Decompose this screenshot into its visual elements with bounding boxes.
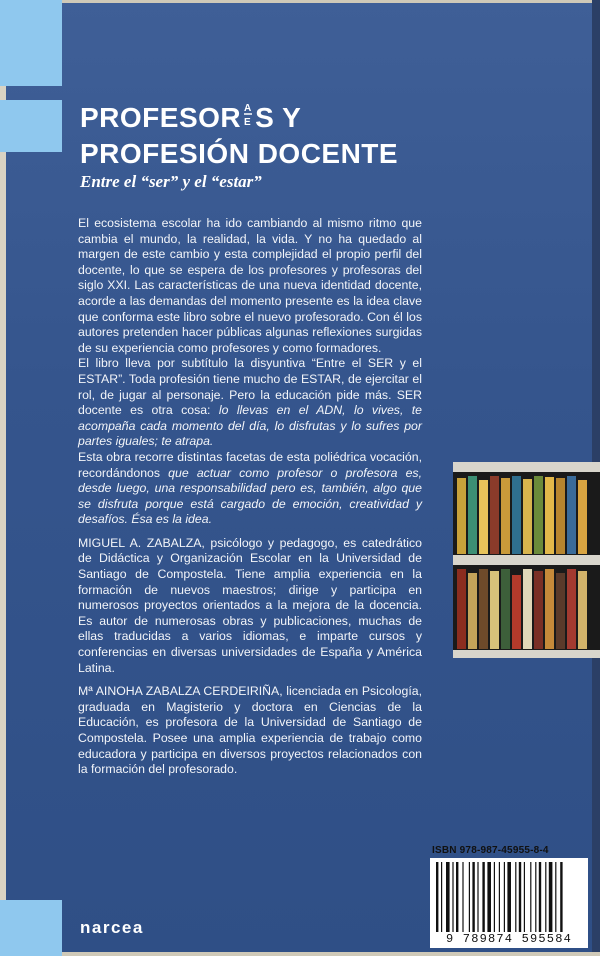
author-bio: MIGUEL A. ZABALZA, psicólogo y pedagogo, es catedrático de Didáctica y Organización Escolar en la Universidad de Santiago de Compostela. Tiene amplia experiencia en la formación de nuevos maestros; dirige y participa en numerosos proyectos orientados a la mejora de la docencia. Es autor de numerosas obras y publicaciones, muchas de ellas traducidas a varios idiomas, e imparte cursos y conferencias en diversas universidades de España y América Latina. [78, 535, 422, 675]
book-row [457, 567, 587, 649]
book-subtitle: Entre el “ser” y el “estar” [80, 172, 262, 191]
paper-edge-top [0, 0, 600, 3]
shelf-board [453, 650, 600, 658]
title-word: S Y [255, 102, 302, 133]
author-bio: Mª AINOHA ZABALZA CERDEIRIÑA, licenciada en Psicología, graduada en Magisterio y doctora en Ciencias de la Educación, es profesora de la Universidad de Santiago de Compostela. Posee una amplia experiencia de trabajo como educadora y participa en diversos proyectos relacionados con la formación del profesorado. [78, 684, 422, 777]
title-word: PROFESOR [80, 102, 242, 133]
svg-text:A: A [244, 103, 252, 114]
blurb-italic: lo llevas en el ADN, lo vives, te acompaña cada momento del día, lo disfrutas y lo sufres por partes iguales; te atrapa. [78, 403, 423, 449]
svg-text:E: E [244, 117, 252, 128]
blurb-text: Esta obra recorre distintas facetas de esta poliédrica vocación, recordándonos [78, 449, 422, 480]
blurb-italic: que actuar como profesor o profesora es, desde luego, una responsabilidad pero es, también, algo que se disfruta porque está cargado de emoción, creatividad y desafíos. Ésa es la idea. [78, 465, 422, 527]
decorative-square [0, 900, 62, 956]
barcode-icon [430, 858, 588, 934]
book-row [457, 474, 587, 554]
book-title [80, 100, 398, 172]
decorative-square [0, 100, 62, 152]
publisher-logo: narcea [80, 918, 144, 937]
blurb-text: El libro lleva por subtítulo la disyuntiva “Entre el SER y el ESTAR”. Toda profesión tiene mucho de ESTAR, de ejercitar el rol, de jugar al personaje. Pero la educación pide más. SER docente es otra cosa: [78, 356, 422, 418]
blurb-paragraph [78, 450, 422, 528]
barcode-digits: 9 789874 595584 [432, 932, 586, 946]
shelf-board [453, 462, 600, 472]
blurb [78, 216, 422, 778]
title-line-2: PROFESIÓN DOCENTE [80, 138, 399, 169]
shelf-board [453, 555, 600, 565]
barcode [430, 858, 588, 948]
paper-edge-bottom [0, 952, 600, 956]
isbn-label: ISBN 978-987-45955-8-4 [432, 845, 549, 856]
blurb-paragraph [78, 356, 422, 450]
decorative-square [0, 0, 62, 86]
a-e-ligature-icon [241, 101, 255, 129]
blurb-paragraph: El ecosistema escolar ha ido cambiando al mismo ritmo que cambia el mundo, la realidad, la vida. Y no ha quedado al margen de este cambio y esta complejidad el propio perfil del docente, lo que se espera de los profesores y profesoras del siglo XXI. Las características de una nueva identidad docente, acorde a las demandas del momento presente es la idea clave que conforma este libro sobre el nuevo profesorado. Con él los autores pretenden hacer públicas algunas reflexiones surgidas de su experiencia como profesores y como formadores. [78, 216, 422, 355]
bookshelf-photo [453, 462, 600, 658]
